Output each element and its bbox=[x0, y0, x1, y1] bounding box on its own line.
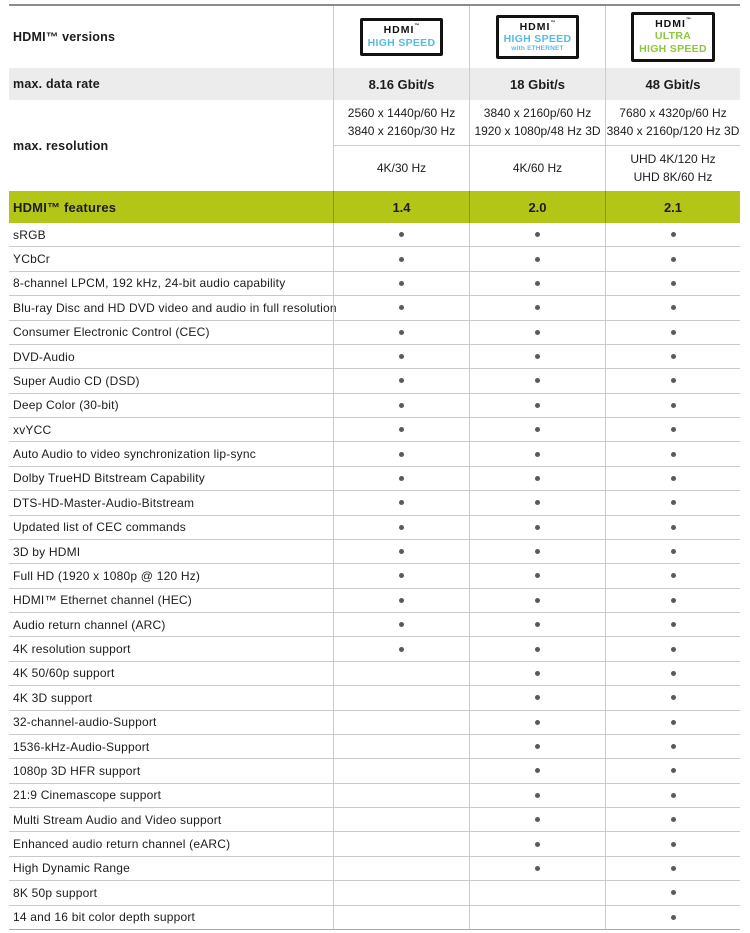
resolution-value: 7680 x 4320p/60 Hz bbox=[619, 106, 727, 121]
support-dot-icon bbox=[535, 622, 540, 627]
feature-row bbox=[9, 418, 740, 442]
feature-label: Dolby TrueHD Bitstream Capability bbox=[13, 471, 205, 486]
hdmi-high-speed-ethernet-badge bbox=[496, 15, 580, 60]
feature-support-cell bbox=[333, 418, 469, 441]
resolution-secondary-cell bbox=[334, 146, 469, 191]
feature-support-cell bbox=[333, 442, 469, 465]
support-dot-icon bbox=[399, 232, 404, 237]
support-dot-icon bbox=[671, 695, 676, 700]
support-dot-icon bbox=[399, 281, 404, 286]
feature-label: Updated list of CEC commands bbox=[13, 520, 187, 535]
support-dot-icon bbox=[671, 890, 676, 895]
support-dot-icon bbox=[671, 549, 676, 554]
feature-support-cell bbox=[605, 369, 740, 392]
feature-support-cell bbox=[333, 467, 469, 490]
resolution-primary-cell bbox=[606, 100, 740, 146]
hdmi-ultra-high-speed-badge bbox=[631, 12, 715, 61]
feature-label: Deep Color (30-bit) bbox=[13, 398, 119, 413]
feature-support-cell bbox=[605, 394, 740, 417]
feature-support-cell bbox=[469, 564, 605, 587]
support-dot-icon bbox=[671, 427, 676, 432]
features-header-row bbox=[9, 191, 740, 223]
feature-row bbox=[9, 564, 740, 588]
feature-label: 3D by HDMI bbox=[13, 544, 81, 559]
support-dot-icon bbox=[535, 671, 540, 676]
support-dot-icon bbox=[671, 598, 676, 603]
version-number-1-4: 1.4 bbox=[333, 191, 469, 223]
hdmi-logo-text: HDMI bbox=[655, 18, 686, 31]
feature-support-cell bbox=[605, 589, 740, 612]
support-dot-icon bbox=[535, 257, 540, 262]
badge-line: HIGH SPEED bbox=[639, 42, 707, 55]
max-resolution-row bbox=[9, 100, 740, 191]
hdmi-logo-icon bbox=[520, 21, 556, 33]
support-dot-icon bbox=[671, 842, 676, 847]
feature-unsupported-cell bbox=[333, 906, 469, 929]
feature-support-cell bbox=[333, 296, 469, 319]
feature-label: YCbCr bbox=[13, 252, 51, 267]
support-dot-icon bbox=[671, 915, 676, 920]
feature-rows-container bbox=[9, 223, 740, 930]
feature-support-cell bbox=[469, 272, 605, 295]
support-dot-icon bbox=[671, 476, 676, 481]
feature-row bbox=[9, 857, 740, 881]
feature-unsupported-cell bbox=[333, 881, 469, 904]
support-dot-icon bbox=[535, 720, 540, 725]
feature-unsupported-cell bbox=[333, 857, 469, 880]
resolution-value: 4K/60 Hz bbox=[512, 160, 563, 175]
hdmi-logo-text: HDMI bbox=[383, 24, 415, 37]
feature-support-cell bbox=[605, 808, 740, 831]
badge-subline: with ETHERNET bbox=[511, 44, 564, 52]
feature-support-cell bbox=[333, 564, 469, 587]
feature-support-cell bbox=[605, 906, 740, 929]
feature-support-cell bbox=[605, 345, 740, 368]
feature-label: 14 and 16 bit color depth support bbox=[13, 910, 196, 925]
feature-row bbox=[9, 442, 740, 466]
feature-unsupported-cell bbox=[333, 784, 469, 807]
feature-support-cell bbox=[469, 808, 605, 831]
feature-label: Audio return channel (ARC) bbox=[13, 617, 166, 632]
support-dot-icon bbox=[399, 452, 404, 457]
support-dot-icon bbox=[399, 257, 404, 262]
feature-support-cell bbox=[605, 613, 740, 636]
support-dot-icon bbox=[399, 305, 404, 310]
feature-support-cell bbox=[605, 491, 740, 514]
support-dot-icon bbox=[399, 500, 404, 505]
feature-support-cell bbox=[605, 881, 740, 904]
versions-row bbox=[9, 6, 740, 68]
support-dot-icon bbox=[671, 573, 676, 578]
feature-support-cell bbox=[333, 637, 469, 660]
support-dot-icon bbox=[535, 647, 540, 652]
feature-label: sRGB bbox=[13, 227, 46, 242]
feature-support-cell bbox=[469, 711, 605, 734]
support-dot-icon bbox=[535, 695, 540, 700]
feature-support-cell bbox=[469, 491, 605, 514]
support-dot-icon bbox=[535, 403, 540, 408]
feature-label: High Dynamic Range bbox=[13, 861, 130, 876]
feature-unsupported-cell bbox=[333, 759, 469, 782]
feature-unsupported-cell bbox=[333, 686, 469, 709]
support-dot-icon bbox=[671, 817, 676, 822]
feature-support-cell bbox=[333, 247, 469, 270]
feature-support-cell bbox=[605, 223, 740, 246]
feature-label: Consumer Electronic Control (CEC) bbox=[13, 325, 210, 340]
trademark-mark: ™ bbox=[414, 23, 420, 30]
feature-support-cell bbox=[469, 686, 605, 709]
resolution-col-hdmi-2-0 bbox=[469, 100, 605, 191]
versions-row-label: HDMI™ versions bbox=[13, 30, 116, 44]
feature-support-cell bbox=[469, 345, 605, 368]
support-dot-icon bbox=[535, 793, 540, 798]
feature-label: DVD-Audio bbox=[13, 349, 75, 364]
support-dot-icon bbox=[671, 525, 676, 530]
feature-row bbox=[9, 759, 740, 783]
support-dot-icon bbox=[535, 500, 540, 505]
feature-support-cell bbox=[469, 296, 605, 319]
badge-cell-hdmi-2-0 bbox=[469, 6, 605, 68]
support-dot-icon bbox=[535, 525, 540, 530]
feature-support-cell bbox=[605, 711, 740, 734]
support-dot-icon bbox=[399, 378, 404, 383]
support-dot-icon bbox=[671, 354, 676, 359]
support-dot-icon bbox=[535, 232, 540, 237]
support-dot-icon bbox=[535, 476, 540, 481]
feature-support-cell bbox=[469, 637, 605, 660]
support-dot-icon bbox=[399, 330, 404, 335]
support-dot-icon bbox=[399, 598, 404, 603]
support-dot-icon bbox=[671, 744, 676, 749]
feature-support-cell bbox=[469, 735, 605, 758]
feature-support-cell bbox=[333, 516, 469, 539]
feature-label: 4K 50/60p support bbox=[13, 666, 115, 681]
feature-support-cell bbox=[469, 369, 605, 392]
feature-row bbox=[9, 906, 740, 930]
support-dot-icon bbox=[535, 427, 540, 432]
features-header-label: HDMI™ features bbox=[13, 199, 117, 215]
support-dot-icon bbox=[671, 403, 676, 408]
feature-support-cell bbox=[469, 516, 605, 539]
feature-row bbox=[9, 540, 740, 564]
feature-label: Super Audio CD (DSD) bbox=[13, 373, 140, 388]
support-dot-icon bbox=[535, 573, 540, 578]
feature-unsupported-cell bbox=[469, 881, 605, 904]
support-dot-icon bbox=[535, 768, 540, 773]
feature-row bbox=[9, 613, 740, 637]
feature-row bbox=[9, 247, 740, 271]
resolution-value: UHD 8K/60 Hz bbox=[633, 169, 713, 184]
feature-support-cell bbox=[605, 272, 740, 295]
support-dot-icon bbox=[399, 403, 404, 408]
support-dot-icon bbox=[671, 768, 676, 773]
support-dot-icon bbox=[671, 622, 676, 627]
feature-label: 8K 50p support bbox=[13, 885, 98, 900]
feature-row bbox=[9, 735, 740, 759]
support-dot-icon bbox=[535, 842, 540, 847]
feature-row bbox=[9, 784, 740, 808]
support-dot-icon bbox=[535, 330, 540, 335]
feature-support-cell bbox=[469, 247, 605, 270]
feature-support-cell bbox=[605, 418, 740, 441]
max-data-rate-row bbox=[9, 68, 740, 100]
badge-line: HIGH SPEED bbox=[503, 32, 572, 45]
feature-label: DTS-HD-Master-Audio-Bitstream bbox=[13, 495, 195, 510]
support-dot-icon bbox=[671, 305, 676, 310]
feature-support-cell bbox=[605, 296, 740, 319]
feature-support-cell bbox=[333, 394, 469, 417]
hdmi-logo-icon bbox=[384, 24, 420, 36]
support-dot-icon bbox=[535, 744, 540, 749]
feature-label: 4K 3D support bbox=[13, 690, 93, 705]
feature-support-cell bbox=[333, 589, 469, 612]
support-dot-icon bbox=[671, 500, 676, 505]
feature-support-cell bbox=[469, 467, 605, 490]
support-dot-icon bbox=[671, 330, 676, 335]
feature-unsupported-cell bbox=[333, 808, 469, 831]
feature-label: 4K resolution support bbox=[13, 642, 131, 657]
support-dot-icon bbox=[399, 427, 404, 432]
feature-support-cell bbox=[605, 784, 740, 807]
feature-support-cell bbox=[605, 759, 740, 782]
feature-label: 8-channel LPCM, 192 kHz, 24-bit audio capability bbox=[13, 276, 286, 291]
support-dot-icon bbox=[535, 378, 540, 383]
feature-support-cell bbox=[469, 857, 605, 880]
feature-support-cell bbox=[469, 321, 605, 344]
version-number-2-0: 2.0 bbox=[469, 191, 605, 223]
feature-support-cell bbox=[469, 540, 605, 563]
version-number-2-1: 2.1 bbox=[605, 191, 740, 223]
feature-unsupported-cell bbox=[469, 906, 605, 929]
feature-support-cell bbox=[469, 613, 605, 636]
feature-unsupported-cell bbox=[333, 662, 469, 685]
feature-row bbox=[9, 272, 740, 296]
support-dot-icon bbox=[399, 354, 404, 359]
support-dot-icon bbox=[399, 549, 404, 554]
feature-row bbox=[9, 637, 740, 661]
feature-support-cell bbox=[605, 662, 740, 685]
feature-support-cell bbox=[605, 321, 740, 344]
badge-line: ULTRA bbox=[654, 30, 692, 43]
support-dot-icon bbox=[399, 622, 404, 627]
support-dot-icon bbox=[399, 476, 404, 481]
support-dot-icon bbox=[671, 257, 676, 262]
feature-support-cell bbox=[333, 369, 469, 392]
feature-support-cell bbox=[333, 345, 469, 368]
feature-support-cell bbox=[469, 394, 605, 417]
feature-unsupported-cell bbox=[333, 711, 469, 734]
feature-row bbox=[9, 491, 740, 515]
badge-cell-hdmi-2-1 bbox=[605, 6, 740, 68]
support-dot-icon bbox=[399, 647, 404, 652]
feature-support-cell bbox=[469, 662, 605, 685]
support-dot-icon bbox=[671, 720, 676, 725]
feature-support-cell bbox=[605, 686, 740, 709]
feature-support-cell bbox=[469, 442, 605, 465]
feature-support-cell bbox=[605, 564, 740, 587]
feature-row bbox=[9, 516, 740, 540]
feature-row bbox=[9, 662, 740, 686]
trademark-mark: ™ bbox=[550, 19, 556, 26]
feature-label: Full HD (1920 x 1080p @ 120 Hz) bbox=[13, 568, 201, 583]
support-dot-icon bbox=[399, 525, 404, 530]
feature-support-cell bbox=[605, 442, 740, 465]
feature-support-cell bbox=[469, 418, 605, 441]
support-dot-icon bbox=[399, 573, 404, 578]
feature-support-cell bbox=[605, 735, 740, 758]
hdmi-logo-text: HDMI bbox=[519, 20, 551, 33]
support-dot-icon bbox=[535, 305, 540, 310]
feature-row bbox=[9, 467, 740, 491]
resolution-col-hdmi-2-1 bbox=[605, 100, 740, 191]
feature-row bbox=[9, 711, 740, 735]
hdmi-high-speed-badge bbox=[360, 18, 444, 55]
feature-support-cell bbox=[605, 857, 740, 880]
feature-support-cell bbox=[605, 637, 740, 660]
resolution-secondary-cell bbox=[470, 146, 605, 191]
max-resolution-label: max. resolution bbox=[13, 138, 109, 153]
feature-row bbox=[9, 345, 740, 369]
feature-label: 32-channel-audio-Support bbox=[13, 715, 157, 730]
resolution-value: 2560 x 1440p/60 Hz bbox=[347, 106, 456, 121]
feature-row bbox=[9, 223, 740, 247]
data-rate-value: 18 Gbit/s bbox=[469, 68, 605, 100]
feature-row bbox=[9, 686, 740, 710]
feature-support-cell bbox=[469, 832, 605, 855]
feature-label: HDMI™ Ethernet channel (HEC) bbox=[13, 593, 192, 608]
feature-label: Blu-ray Disc and HD DVD video and audio in full resolution bbox=[13, 300, 337, 315]
trademark-mark: ™ bbox=[685, 17, 691, 24]
feature-support-cell bbox=[469, 589, 605, 612]
resolution-secondary-cell bbox=[606, 146, 740, 191]
feature-support-cell bbox=[333, 321, 469, 344]
support-dot-icon bbox=[671, 232, 676, 237]
support-dot-icon bbox=[671, 793, 676, 798]
feature-support-cell bbox=[333, 223, 469, 246]
feature-support-cell bbox=[605, 247, 740, 270]
support-dot-icon bbox=[671, 452, 676, 457]
feature-row bbox=[9, 881, 740, 905]
resolution-value: 3840 x 2160p/30 Hz bbox=[347, 123, 456, 138]
support-dot-icon bbox=[535, 817, 540, 822]
resolution-value: 4K/30 Hz bbox=[376, 160, 427, 175]
support-dot-icon bbox=[535, 866, 540, 871]
hdmi-comparison-table bbox=[9, 4, 740, 930]
feature-support-cell bbox=[333, 272, 469, 295]
feature-support-cell bbox=[333, 491, 469, 514]
feature-row bbox=[9, 808, 740, 832]
feature-label: 1536-kHz-Audio-Support bbox=[13, 739, 150, 754]
feature-label: Multi Stream Audio and Video support bbox=[13, 812, 222, 827]
feature-support-cell bbox=[333, 540, 469, 563]
feature-support-cell bbox=[605, 467, 740, 490]
feature-row bbox=[9, 832, 740, 856]
resolution-col-hdmi-1-4 bbox=[333, 100, 469, 191]
feature-row bbox=[9, 589, 740, 613]
feature-support-cell bbox=[469, 759, 605, 782]
feature-label: Auto Audio to video synchronization lip-sync bbox=[13, 447, 256, 462]
feature-support-cell bbox=[605, 832, 740, 855]
badge-line: HIGH SPEED bbox=[367, 36, 436, 49]
feature-support-cell bbox=[605, 516, 740, 539]
feature-unsupported-cell bbox=[333, 735, 469, 758]
support-dot-icon bbox=[671, 647, 676, 652]
feature-label: 21:9 Cinemascope support bbox=[13, 788, 162, 803]
resolution-primary-cell bbox=[334, 100, 469, 146]
feature-label: xvYCC bbox=[13, 422, 52, 437]
support-dot-icon bbox=[671, 866, 676, 871]
data-rate-value: 48 Gbit/s bbox=[605, 68, 740, 100]
support-dot-icon bbox=[535, 549, 540, 554]
support-dot-icon bbox=[535, 452, 540, 457]
feature-row bbox=[9, 296, 740, 320]
feature-label: Enhanced audio return channel (eARC) bbox=[13, 837, 231, 852]
support-dot-icon bbox=[671, 671, 676, 676]
feature-row bbox=[9, 369, 740, 393]
feature-support-cell bbox=[605, 540, 740, 563]
feature-row bbox=[9, 394, 740, 418]
support-dot-icon bbox=[535, 281, 540, 286]
hdmi-logo-icon bbox=[655, 18, 691, 30]
feature-unsupported-cell bbox=[333, 832, 469, 855]
badge-cell-hdmi-1-4 bbox=[333, 6, 469, 68]
feature-support-cell bbox=[469, 784, 605, 807]
resolution-value: 3840 x 2160p/120 Hz 3D bbox=[606, 123, 740, 138]
support-dot-icon bbox=[671, 378, 676, 383]
support-dot-icon bbox=[535, 598, 540, 603]
feature-label: 1080p 3D HFR support bbox=[13, 763, 141, 778]
support-dot-icon bbox=[671, 281, 676, 286]
resolution-primary-cell bbox=[470, 100, 605, 146]
resolution-value: UHD 4K/120 Hz bbox=[630, 152, 716, 167]
resolution-value: 1920 x 1080p/48 Hz 3D bbox=[474, 123, 601, 138]
feature-support-cell bbox=[469, 223, 605, 246]
support-dot-icon bbox=[535, 354, 540, 359]
max-data-rate-label: max. data rate bbox=[13, 77, 100, 91]
feature-support-cell bbox=[333, 613, 469, 636]
data-rate-value: 8.16 Gbit/s bbox=[333, 68, 469, 100]
feature-row bbox=[9, 321, 740, 345]
resolution-value: 3840 x 2160p/60 Hz bbox=[483, 106, 592, 121]
